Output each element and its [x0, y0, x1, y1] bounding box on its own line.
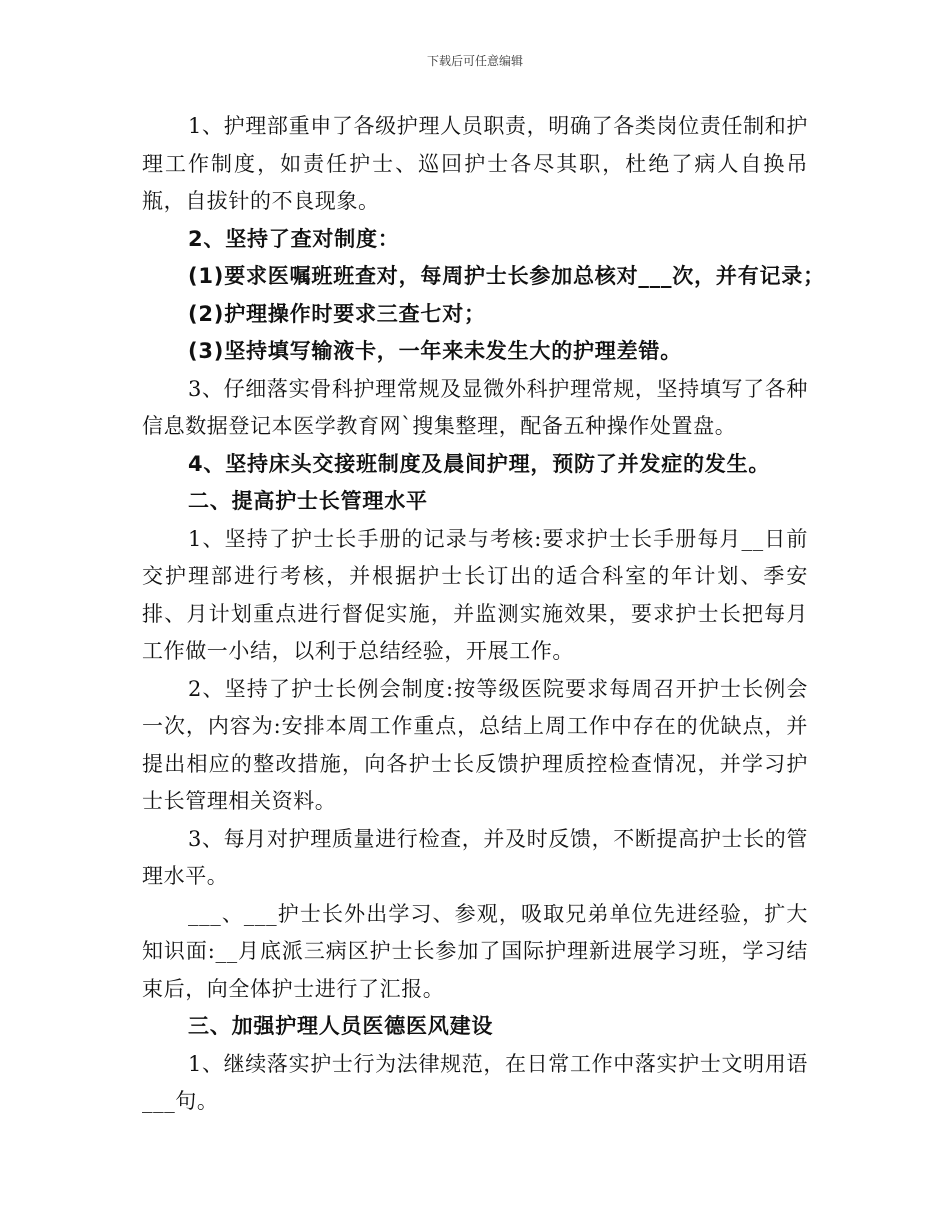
- paragraph-responsibilities: 1、护理部重申了各级护理人员职责，明确了各类岗位责任制和护理工作制度，如责任护士、巡回护士各尽其职，杜绝了病人自换吊瓶，自拔针的不良现象。: [142, 114, 808, 213]
- paragraph-head-nurse-handbook: 1、坚持了护士长手册的记录与考核:要求护士长手册每月__日前交护理部进行考核，并根据护士长订出的适合科室的年计划、季安排、月计划重点进行督促实施，并监测实施效果，要求护士长把每月工作做一小结，以利于总结经验，开展工作。: [142, 526, 808, 663]
- paragraph-head-nurse-meeting: 2、坚持了护士长例会制度:按等级医院要求每周召开护士长例会一次，内容为:安排本周工作重点，总结上周工作中存在的优缺点，并提出相应的整改措施，向各护士长反馈护理质控检查情况，并学习护士长管理相关资料。: [142, 676, 808, 813]
- paragraph-check-item-2: (2)护理操作时要求三查七对；: [188, 301, 486, 326]
- page-header: 下载后可任意编辑: [426, 54, 523, 68]
- paragraph-monthly-quality-check: 3、每月对护理质量进行检查，并及时反馈，不断提高护士长的管理水平。: [142, 826, 808, 888]
- section-heading-head-nurse-management: 二、提高护士长管理水平: [188, 489, 428, 513]
- paragraph-civil-language: 1、继续落实护士行为法律规范，在日常工作中落实护士文明用语___句。: [142, 1051, 808, 1113]
- paragraph-check-system-heading: 2、坚持了查对制度：: [188, 226, 400, 251]
- paragraph-external-study: ___、___护士长外出学习、参观，吸取兄弟单位先进经验，扩大知识面:__月底派三病区护士长参加了国际护理新进展学习班，学习结束后，向全体护士进行了汇报。: [142, 901, 808, 1001]
- paragraph-bedside-handover: 4、坚持床头交接班制度及晨间护理，预防了并发症的发生。: [188, 451, 771, 476]
- paragraph-orthopedic-care: 3、仔细落实骨科护理常规及显微外科护理常规，坚持填写了各种信息数据登记本医学教育网`搜集整理，配备五种操作处置盘。: [142, 376, 808, 438]
- paragraph-check-item-1: (1)要求医嘱班班查对，每周护士长参加总核对___次，并有记录；: [188, 264, 825, 288]
- paragraph-check-item-3: (3)坚持填写输液卡，一年来未发生大的护理差错。: [188, 339, 683, 363]
- document-body: [142, 108, 825, 1121]
- section-heading-medical-ethics: 三、加强护理人员医德医风建设: [188, 1014, 494, 1038]
